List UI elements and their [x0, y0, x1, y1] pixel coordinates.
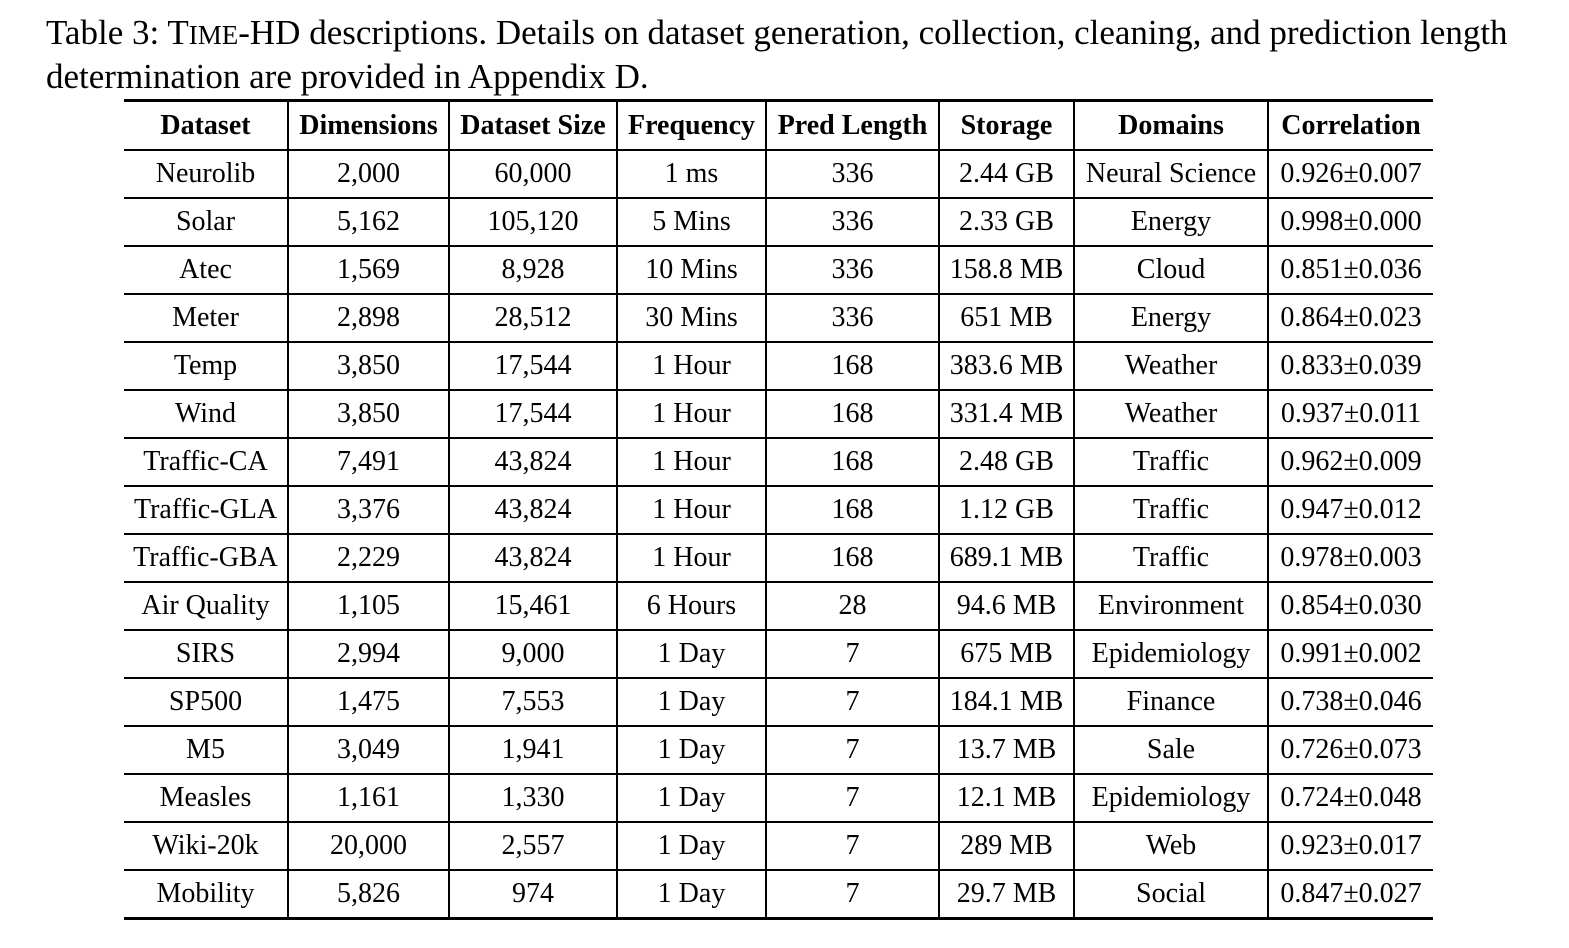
table-cell: 336: [766, 246, 939, 294]
table-cell: 0.726±0.073: [1268, 726, 1433, 774]
table-cell: 2.33 GB: [939, 198, 1074, 246]
table-cell: 689.1 MB: [939, 534, 1074, 582]
table-cell: 1,941: [449, 726, 617, 774]
table-row: [124, 678, 1433, 726]
table-cell: 1,105: [288, 582, 449, 630]
table-cell: Mobility: [156, 878, 255, 909]
table-row: [124, 198, 1433, 246]
table-cell: 0.833±0.039: [1268, 342, 1433, 390]
table-cell: Meter: [172, 302, 239, 333]
table-row: [124, 342, 1433, 390]
table-cell: 1 Day: [617, 774, 766, 822]
table-cell: 60,000: [449, 150, 617, 198]
table-row: [124, 822, 1433, 870]
table-cell: Traffic-GLA: [133, 494, 278, 525]
column-header: Frequency: [617, 101, 766, 151]
table-cell: 2,557: [449, 822, 617, 870]
table-cell: 0.854±0.030: [1268, 582, 1433, 630]
table-row: [124, 582, 1433, 630]
table-cell: 1,330: [449, 774, 617, 822]
table-cell: SP500: [168, 686, 243, 717]
table-cell: 15,461: [449, 582, 617, 630]
table-cell: 0.991±0.002: [1268, 630, 1433, 678]
table-cell: Wind: [174, 398, 237, 429]
column-header: Dataset: [160, 109, 251, 141]
table-cell: Traffic: [1074, 486, 1268, 534]
table-cell: 1,569: [288, 246, 449, 294]
table-caption: [46, 12, 1546, 97]
table-cell: 3,049: [288, 726, 449, 774]
table-cell: 1 Day: [617, 630, 766, 678]
table-row: [124, 726, 1433, 774]
table-cell: 43,824: [449, 534, 617, 582]
table-cell: 1 Day: [617, 726, 766, 774]
table-cell: 184.1 MB: [939, 678, 1074, 726]
table-cell: 1 Hour: [617, 390, 766, 438]
table-cell: 336: [766, 150, 939, 198]
table-cell: 168: [766, 438, 939, 486]
table-row: [124, 390, 1433, 438]
table-header-row: [124, 101, 1433, 151]
table-cell: 20,000: [288, 822, 449, 870]
table-cell: 1 ms: [617, 150, 766, 198]
table-cell: 2,000: [288, 150, 449, 198]
table-cell: 1,475: [288, 678, 449, 726]
table-cell: 0.962±0.009: [1268, 438, 1433, 486]
table-cell: Traffic-GBA: [133, 542, 278, 573]
table-row: [124, 534, 1433, 582]
table-cell: 1 Hour: [617, 342, 766, 390]
table-cell: 1 Hour: [617, 438, 766, 486]
table-cell: 7,553: [449, 678, 617, 726]
table-cell: 1 Hour: [617, 486, 766, 534]
column-header: Dataset Size: [449, 101, 617, 151]
table-cell: 0.998±0.000: [1268, 198, 1433, 246]
table-cell: 28: [766, 582, 939, 630]
table-cell: SIRS: [175, 638, 236, 669]
table-row: [124, 246, 1433, 294]
table-cell: 17,544: [449, 390, 617, 438]
table-cell: Web: [1074, 822, 1268, 870]
column-header: Correlation: [1268, 101, 1433, 151]
table-cell: 168: [766, 390, 939, 438]
table-body: [124, 150, 1433, 919]
table-cell: 168: [766, 486, 939, 534]
table-cell: 0.947±0.012: [1268, 486, 1433, 534]
table-cell: 0.978±0.003: [1268, 534, 1433, 582]
table-cell: Finance: [1074, 678, 1268, 726]
table-cell: 2.48 GB: [939, 438, 1074, 486]
table-cell: 383.6 MB: [939, 342, 1074, 390]
table-cell: 30 Mins: [617, 294, 766, 342]
table-cell: 1 Day: [617, 822, 766, 870]
table-cell: Energy: [1074, 294, 1268, 342]
table-cell: Cloud: [1074, 246, 1268, 294]
caption-text: descriptions. Details on dataset generation, collection, cleaning, and prediction length determination are provided in Appendix D.: [46, 13, 1508, 96]
column-header: Dimensions: [288, 101, 449, 151]
table-cell: 5,162: [288, 198, 449, 246]
table-cell: 1 Hour: [617, 534, 766, 582]
table-cell: 336: [766, 198, 939, 246]
dataset-table: [124, 99, 1433, 920]
table-cell: 6 Hours: [617, 582, 766, 630]
table-cell: 1.12 GB: [939, 486, 1074, 534]
table-cell: 12.1 MB: [939, 774, 1074, 822]
table-cell: 105,120: [449, 198, 617, 246]
table-cell: 13.7 MB: [939, 726, 1074, 774]
table-cell: Air Quality: [141, 590, 270, 621]
table-cell: Wiki-20k: [152, 830, 259, 861]
table-cell: Traffic: [1074, 534, 1268, 582]
table-cell: 289 MB: [939, 822, 1074, 870]
table-row: [124, 486, 1433, 534]
table-cell: Traffic: [1074, 438, 1268, 486]
table-cell: Epidemiology: [1074, 774, 1268, 822]
table-cell: 331.4 MB: [939, 390, 1074, 438]
table-row: [124, 630, 1433, 678]
table-cell: 0.926±0.007: [1268, 150, 1433, 198]
table-cell: 10 Mins: [617, 246, 766, 294]
table-cell: Temp: [173, 350, 238, 381]
table-cell: 0.851±0.036: [1268, 246, 1433, 294]
table-row: [124, 294, 1433, 342]
table-cell: 336: [766, 294, 939, 342]
caption-name-first: T: [167, 13, 189, 52]
table-cell: 2,994: [288, 630, 449, 678]
table-cell: Solar: [175, 206, 236, 237]
table-cell: 168: [766, 342, 939, 390]
table-row: [124, 438, 1433, 486]
table-cell: 43,824: [449, 438, 617, 486]
caption-name-suffix: -HD: [238, 13, 301, 52]
table-cell: Atec: [179, 254, 232, 285]
table-cell: Traffic-CA: [143, 446, 268, 477]
table-cell: 3,376: [288, 486, 449, 534]
table-cell: 1 Day: [617, 870, 766, 919]
table-cell: 28,512: [449, 294, 617, 342]
table-cell: 3,850: [288, 342, 449, 390]
table-cell: Measles: [159, 782, 252, 813]
caption-name-rest: IME: [188, 20, 239, 50]
table-cell: 0.937±0.011: [1268, 390, 1433, 438]
table-cell: 168: [766, 534, 939, 582]
table-cell: Weather: [1074, 390, 1268, 438]
table-cell: 158.8 MB: [939, 246, 1074, 294]
table-cell: Epidemiology: [1074, 630, 1268, 678]
table-cell: Neural Science: [1074, 150, 1268, 198]
table-cell: 7: [766, 726, 939, 774]
table-row: [124, 870, 1433, 919]
table-cell: 0.738±0.046: [1268, 678, 1433, 726]
table-cell: 7: [766, 774, 939, 822]
table-cell: 2,229: [288, 534, 449, 582]
table-cell: Sale: [1074, 726, 1268, 774]
table-cell: 2.44 GB: [939, 150, 1074, 198]
table-cell: 9,000: [449, 630, 617, 678]
table-cell: 8,928: [449, 246, 617, 294]
table-cell: Weather: [1074, 342, 1268, 390]
table-cell: 29.7 MB: [939, 870, 1074, 919]
table-cell: 0.847±0.027: [1268, 870, 1433, 919]
table-cell: 7: [766, 822, 939, 870]
table-cell: Social: [1074, 870, 1268, 919]
column-header: Pred Length: [766, 101, 939, 151]
table-cell: 5,826: [288, 870, 449, 919]
table-row: [124, 774, 1433, 822]
table-cell: 17,544: [449, 342, 617, 390]
table-cell: 974: [449, 870, 617, 919]
table-cell: 1,161: [288, 774, 449, 822]
table-cell: 3,850: [288, 390, 449, 438]
table-cell: 7,491: [288, 438, 449, 486]
table-cell: M5: [186, 734, 225, 765]
table-cell: Neurolib: [155, 158, 256, 189]
table-cell: 1 Day: [617, 678, 766, 726]
column-header: Domains: [1074, 101, 1268, 151]
table-cell: Environment: [1074, 582, 1268, 630]
table-cell: 7: [766, 678, 939, 726]
column-header: Storage: [939, 101, 1074, 151]
table-row: [124, 150, 1433, 198]
table-cell: 2,898: [288, 294, 449, 342]
table-cell: 7: [766, 630, 939, 678]
table-cell: 651 MB: [939, 294, 1074, 342]
table-cell: 0.724±0.048: [1268, 774, 1433, 822]
table-cell: 7: [766, 870, 939, 919]
table-cell: 43,824: [449, 486, 617, 534]
table-cell: 0.864±0.023: [1268, 294, 1433, 342]
table-cell: 94.6 MB: [939, 582, 1074, 630]
table-cell: Energy: [1074, 198, 1268, 246]
table-cell: 5 Mins: [617, 198, 766, 246]
table-cell: 675 MB: [939, 630, 1074, 678]
caption-prefix: Table 3:: [46, 13, 168, 52]
table-cell: 0.923±0.017: [1268, 822, 1433, 870]
